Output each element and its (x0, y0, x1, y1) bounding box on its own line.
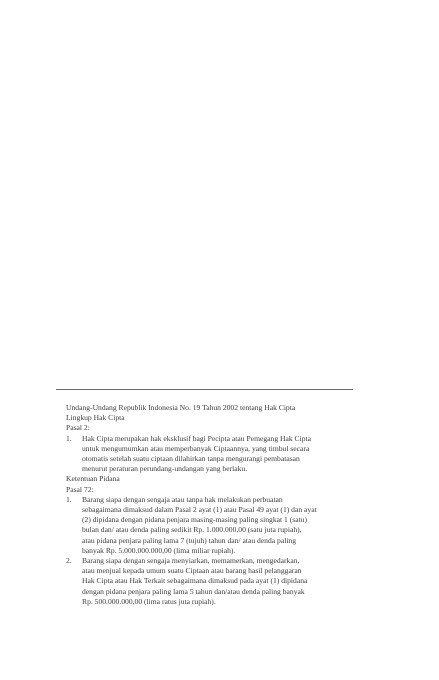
scope-heading: Lingkup Hak Cipta (66, 413, 125, 423)
item-line: Barang siapa dengan sengaja atau tanpa hak melakukan perbuatan (82, 494, 283, 504)
item-number: 1. (66, 433, 72, 443)
pasal-2-item-1 (66, 434, 356, 475)
item-number: 1. (66, 494, 72, 504)
item-line: untuk mengumumkan atau memperbanyak Ciptaannya, yang timbul secara (82, 443, 310, 453)
item-line: Rp. 500.000.000,00 (lima ratus juta rupiah). (82, 596, 216, 606)
section-divider (56, 389, 353, 390)
item-line: Barang siapa dengan sengaja menyiarkan, memamerkan, mengedarkan, (82, 556, 300, 566)
pasal-72-item-1 (66, 495, 356, 556)
item-line: dengan pidana penjara paling lama 5 tahun dan/atau denda paling banyak (82, 586, 305, 596)
item-line: banyak Rp. 5.000.000.000,00 (lima miliar rupiah). (82, 545, 236, 555)
item-line: atau menjual kepada umum suatu Ciptaan atau barang hasil pelanggaran (82, 566, 302, 576)
item-line: Hak Cipta atau Hak Terkait sebagaimana dimaksud pada ayat (1) dipidana (82, 576, 308, 586)
item-line: Hak Cipta merupakan hak eksklusif bagi Pecipta atau Pemegang Hak Cipta (82, 433, 312, 443)
pasal-72-item-2 (66, 556, 356, 607)
pasal-2-label: Pasal 2: (66, 423, 90, 433)
criminal-heading: Ketentuan Pidana (66, 474, 120, 484)
law-title: Undang-Undang Republik Indonesia No. 19 Tahun 2002 tentang Hak Cipta (66, 403, 296, 412)
item-line: sebagaimana dimaksud dalam Pasal 2 ayat (1) atau Pasal 49 ayat (1) dan ayat (82, 505, 317, 515)
item-line: otomatis setelah suatu ciptaan dilahirkan tanpa mengurangi pembatasan (82, 454, 300, 464)
item-line: atau pidana penjara paling lama 7 (tujuh) tahun dan/ atau denda paling (82, 535, 297, 545)
pasal-72-label: Pasal 72: (66, 484, 94, 494)
item-number: 2. (66, 556, 72, 566)
item-line: (2) dipidana dengan pidana penjara masing-masing paling singkat 1 (satu) (82, 515, 308, 525)
copyright-notice (66, 403, 356, 607)
item-line: bulan dan/ atau denda paling sedikit Rp. 1.000.000,00 (satu juta rupiah), (82, 525, 302, 535)
item-line: menurut peraturan perundang-undangan yang berlaku. (82, 464, 248, 474)
